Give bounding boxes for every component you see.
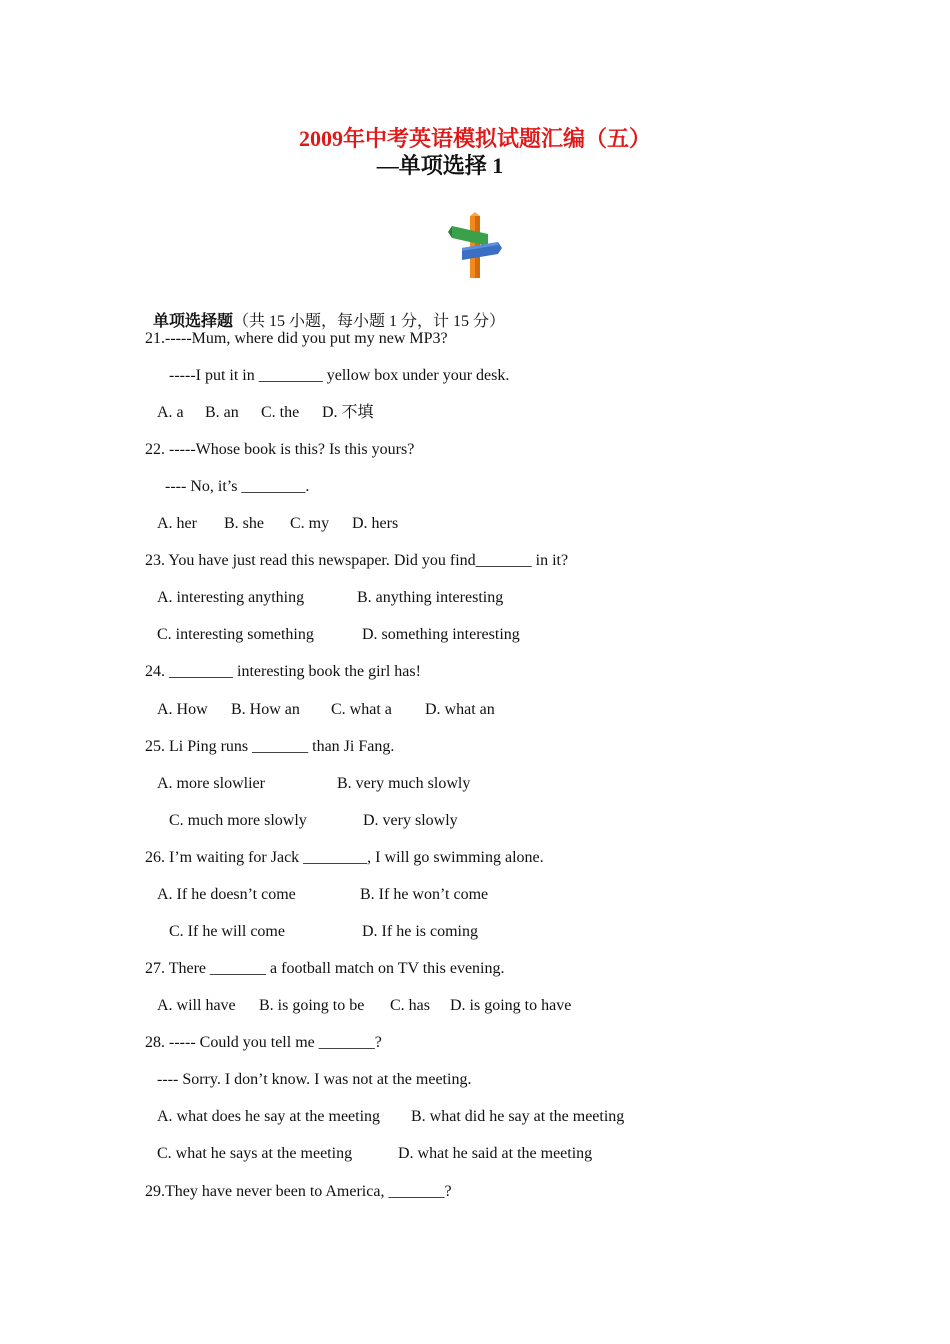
option-c: C. what a xyxy=(331,701,392,718)
option-b: B. anything interesting xyxy=(357,589,504,606)
option-b: B. very much slowly xyxy=(337,775,471,792)
option-a: A. How xyxy=(157,701,208,718)
option-d: D. very slowly xyxy=(363,812,458,829)
option-a: A. more slowlier xyxy=(157,775,265,792)
option-b: B. an xyxy=(205,404,239,421)
question-stem: 29.They have never been to America, _______? xyxy=(145,1183,452,1200)
option-d: D. is going to have xyxy=(450,997,572,1014)
question-stem: 21.-----Mum, where did you put my new MP3? xyxy=(145,330,448,347)
question-reply: -----I put it in ________ yellow box under your desk. xyxy=(169,367,510,384)
question-reply: ---- No, it’s ________. xyxy=(165,478,310,495)
page-subtitle: —单项选择 1 xyxy=(376,153,504,178)
option-b: B. she xyxy=(224,515,264,532)
section-label: 单项选择题 xyxy=(153,313,234,330)
section-heading xyxy=(145,292,505,332)
question-stem: 23. You have just read this newspaper. Did you find_______ in it? xyxy=(145,552,569,569)
question-stem: 25. Li Ping runs _______ than Ji Fang. xyxy=(145,738,395,755)
option-c: C. my xyxy=(290,515,330,532)
option-a: A. will have xyxy=(157,997,236,1014)
option-c: C. If he will come xyxy=(169,923,285,940)
option-a: A. If he doesn’t come xyxy=(157,886,296,903)
option-a: A. her xyxy=(157,515,197,532)
question-reply: ---- Sorry. I don’t know. I was not at the meeting. xyxy=(157,1071,472,1088)
option-d: D. what an xyxy=(425,701,495,718)
page-title: 2009年中考英语模拟试题汇编（五） xyxy=(298,126,651,151)
section-note: （共 15 小题，每小题 1 分，计 15 分） xyxy=(233,313,506,330)
option-c: C. interesting something xyxy=(157,626,314,643)
option-d: D. what he said at the meeting xyxy=(398,1145,593,1162)
option-c: C. the xyxy=(261,404,300,421)
option-d: D. hers xyxy=(352,515,399,532)
question-stem: 26. I’m waiting for Jack ________, I will go swimming alone. xyxy=(145,849,544,866)
option-b: B. How an xyxy=(231,701,300,718)
question-stem: 27. There _______ a football match on TV this evening. xyxy=(145,960,505,977)
question-stem: 24. ________ interesting book the girl has! xyxy=(145,663,421,680)
option-a: A. interesting anything xyxy=(157,589,305,606)
option-c: C. what he says at the meeting xyxy=(157,1145,353,1162)
option-b: B. If he won’t come xyxy=(360,886,489,903)
option-b: B. what did he say at the meeting xyxy=(411,1108,625,1125)
option-c: C. much more slowly xyxy=(169,812,307,829)
option-a: A. a xyxy=(157,404,184,421)
option-d: D. something interesting xyxy=(362,626,520,643)
question-stem: 28. ----- Could you tell me _______? xyxy=(145,1034,382,1051)
option-b: B. is going to be xyxy=(259,997,365,1014)
option-d: D. 不填 xyxy=(322,404,374,421)
option-a: A. what does he say at the meeting xyxy=(157,1108,381,1125)
option-d: D. If he is coming xyxy=(362,923,478,940)
option-c: C. has xyxy=(390,997,430,1014)
question-stem: 22. -----Whose book is this? Is this yours? xyxy=(145,441,415,458)
signpost-logo-icon xyxy=(448,212,502,280)
